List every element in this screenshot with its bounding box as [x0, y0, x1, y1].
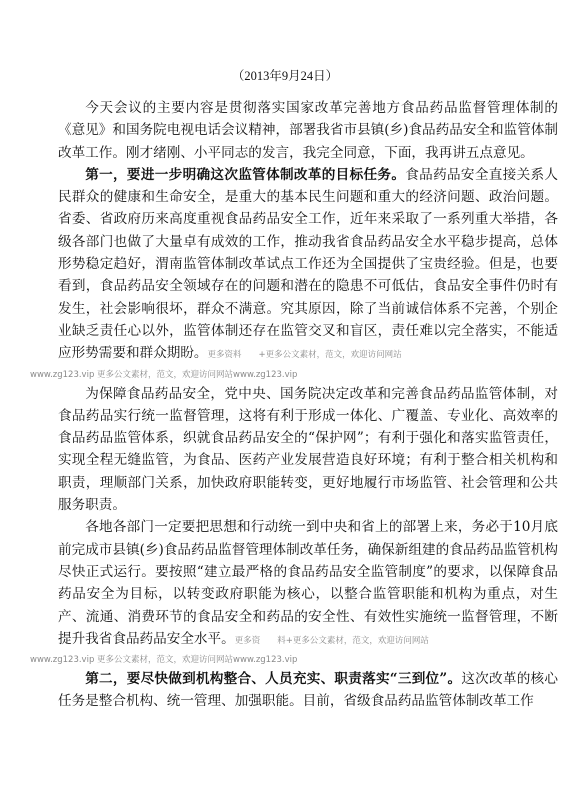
paragraph-section-two — [58, 668, 558, 713]
deadline-body: 各地各部门一定要把思想和行动统一到中央和省上的部署上来，务必于10月底前完成市县镇(乡)食品药品监督管理体制改革任务，确保新组建的食品药品监管机构尽快正式运行。要按照“建立最严格的食品药品安全监管制度”的要求，以保障食品药品安全为目标，以转变政府职能为核心，以整合监管职能和机构为重点，对生产、流通、消费环节的食品安全和药品的安全性、有效性实施统一监督管理，不断提升我省食品药品安全水平。 — [58, 519, 558, 647]
watermark-inline-1: 更多资料 +更多公文素材，范文，欢迎访问网站 — [207, 350, 402, 361]
watermark-inline-2: 更多资 料+更多公文素材，范文，欢迎访问网站 — [234, 635, 429, 646]
paragraph-deadline — [30, 516, 558, 667]
paragraph-reform-benefits: 为保障食品药品安全，党中央、国务院决定改革和完善食品药品监管体制，对食品药品实行统一监督管理，这将有利于形成一体化、广覆盖、专业化、高效率的食品药品监管体系，织就食品药品安全的“保护网”；有利于强化和落实监管责任，实现全程无缝监管，为食品、医药产业发展营造良好环境；有利于整合相关机构和职责，理顺部门关系，加快政府职能转变，更好地履行市场监管、社会管理和公共服务职责。 — [58, 385, 558, 514]
document-body — [30, 97, 559, 713]
section-one-body: 食品药品安全直接关系人民群众的健康和生命安全，是重大的基本民生问题和重大的经济问题、政治问题。省委、省政府历来高度重视食品药品安全工作，近年来采取了一系列重大举措，各级各部门也做了大量卓有成效的工作，推动我省食品药品安全水平稳步提高，总体形势稳定趋好，渭南监管体制改革试点工作还为全国提供了宝贵经验。但是，也要看到，食品药品安全领域存在的问题和潜在的隐患不可低估，食品安全事件仍时有发生，社会影响很坏，群众不满意。究其原因，除了当前诚信体系不完善，个别企业缺乏责任心以外，监管体制还存在监管交叉和盲区，责任难以完全落实，不能适应形势需要和群众期盼。 — [58, 166, 559, 362]
paragraph-section-one — [30, 164, 559, 382]
section-one-heading: 第一，要进一步明确这次监管体制改革的目标任务。 — [85, 166, 406, 183]
watermark-line-2: www.zg123.vip 更多公文素材，范文，欢迎访问网站www.zg123.vip — [30, 655, 298, 666]
document-date: （2013年9月24日） — [231, 69, 339, 83]
section-two-heading: 第二，要尽快做到机构整合、人员充实、职责落实“三到位”。 — [85, 671, 462, 688]
section-two-body: 这次改革的核心任务是整合机构、统一管理、加强职能。目前，省级食品药品监管体制改革工作 — [58, 671, 558, 710]
watermark-line-1: www.zg123.vip 更多公文素材，范文，欢迎访问网站www.zg123.vip — [30, 369, 298, 380]
paragraph-intro: 今天会议的主要内容是贯彻落实国家改革完善地方食品药品监督管理体制的《意见》和国务院电视电话会议精神，部署我省市县镇(乡)食品药品安全和监管体制改革工作。刚才绪刚、小平同志的发言，我完全同意，下面，我再讲五点意见。 — [58, 100, 558, 161]
